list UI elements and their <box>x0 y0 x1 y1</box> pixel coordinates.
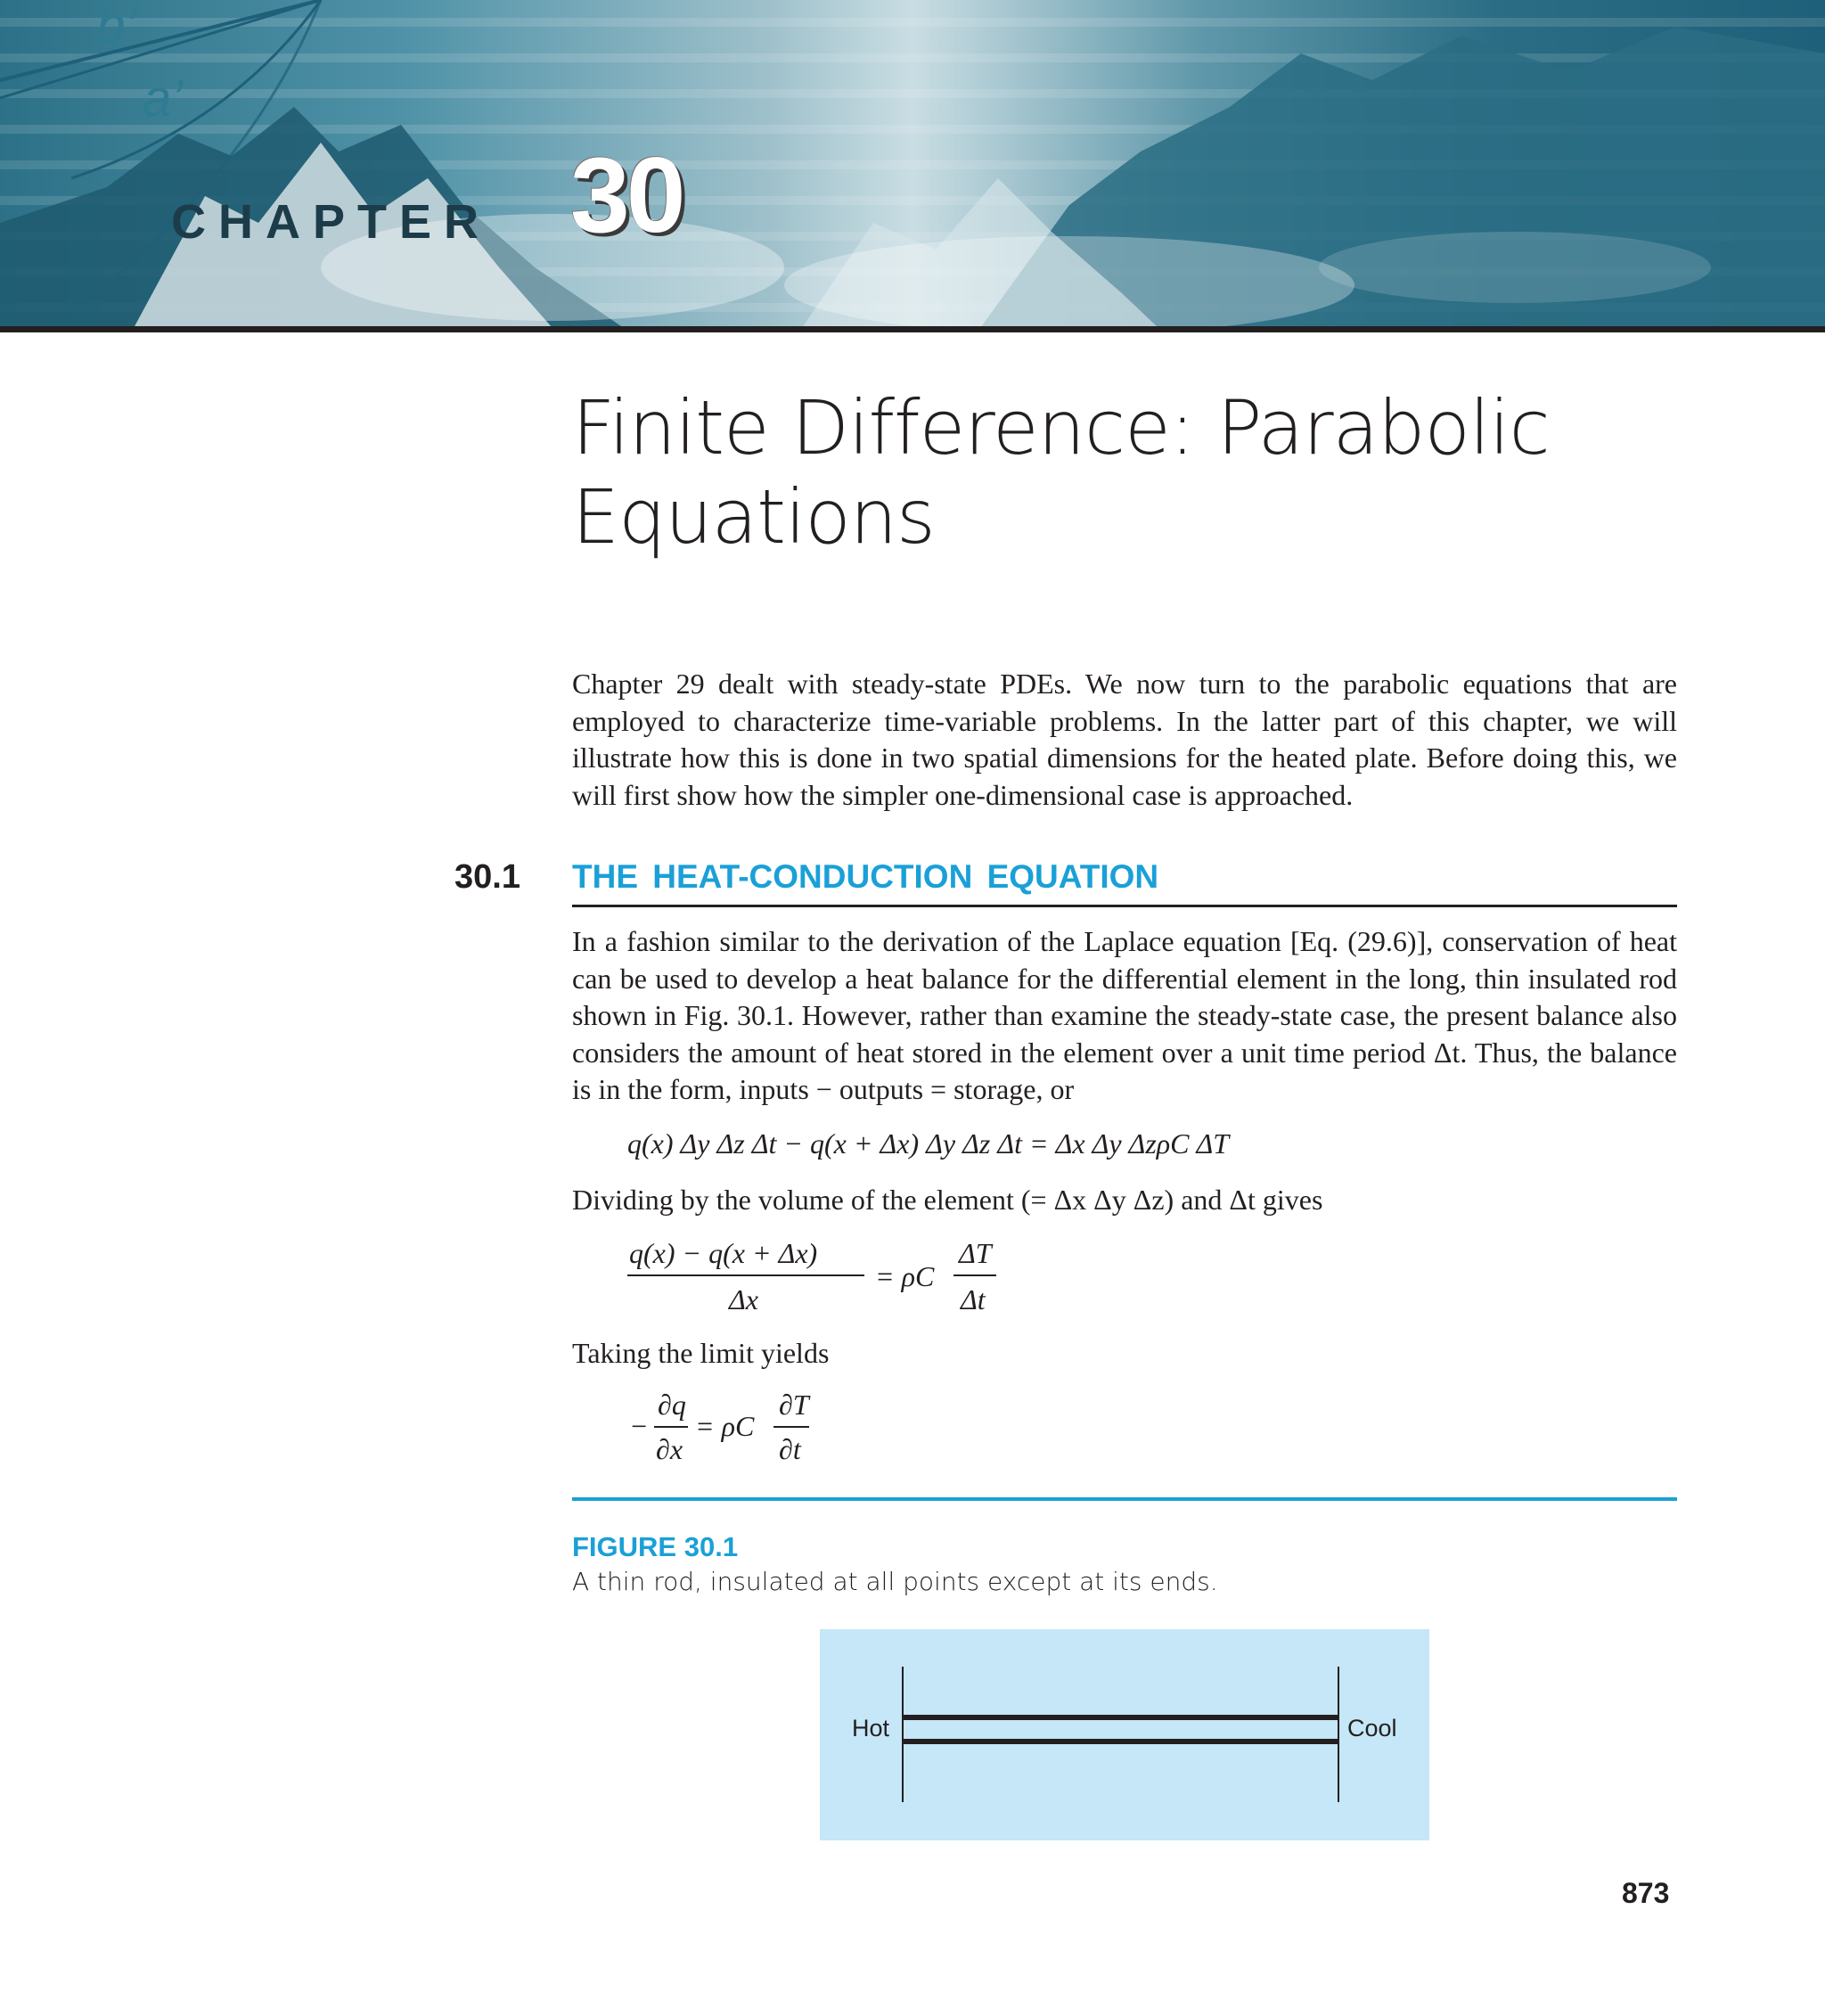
eq2-rhs-fraction-bar <box>953 1274 996 1276</box>
section-rule <box>572 905 1677 907</box>
cool-label: Cool <box>1347 1715 1397 1741</box>
section-paragraph: In a fashion similar to the derivation of the Laplace equation [Eq. (29.6)], conservation of heat can be used to develop a heat balance for the differential element in the long, thin insulated rod shown in Fig. 30.1. However, rather than examine the steady-state case, the present balance also considers the amount of heat stored in the element over a unit time period Δt. Thus, the balance is in the form, inputs − outputs = storage, or <box>572 925 1677 1105</box>
eq3-equals-rhoc: = ρC <box>695 1410 755 1442</box>
eq3-rhs-fraction-bar <box>773 1426 809 1428</box>
eq3-minus: − <box>629 1410 649 1442</box>
chapter-banner <box>0 0 1825 328</box>
page-number: 873 <box>1622 1877 1670 1909</box>
banner-rule <box>0 326 1825 332</box>
chapter-word: CHAPTER <box>171 195 492 249</box>
eq2-rhs-denominator: Δt <box>961 1283 986 1315</box>
limit-text: Taking the limit yields <box>572 1337 830 1369</box>
eq3-lhs-numerator: ∂q <box>658 1389 686 1421</box>
section-title: THE HEAT-CONDUCTION EQUATION <box>572 858 1159 895</box>
dividing-text: Dividing by the volume of the element (= Δx Δy Δz) and Δt gives <box>572 1184 1323 1216</box>
rod-drawing <box>820 1629 1429 1840</box>
eq3-rhs-numerator: ∂T <box>779 1389 809 1421</box>
chapter-number: 30 <box>570 135 683 255</box>
banner-artwork <box>0 0 1825 328</box>
hot-label: Hot <box>852 1715 890 1741</box>
eq2-rhs-numerator: ΔT <box>959 1237 992 1269</box>
eq2-equals-rhoc: = ρC <box>875 1260 935 1292</box>
section-number: 30.1 <box>454 858 520 896</box>
eq2-lhs-fraction-bar <box>627 1274 864 1276</box>
equation-heat-balance: q(x) Δy Δz Δt − q(x + Δx) Δy Δz Δt = Δx Δy ΔzρC ΔT <box>627 1127 1230 1160</box>
figure-label: FIGURE 30.1 <box>572 1531 739 1562</box>
chapter-title: Finite Difference: Parabolic Equations <box>572 384 1550 561</box>
intro-paragraph: Chapter 29 dealt with steady-state PDEs. We now turn to the parabolic equations that are employed to characterize time-variable problems. In the latter part of this chapter, we will illustrate how this is done in two spatial dimensions for the heated plate. Before doing this, we will first show how the simpler one-dimensional case is approached. <box>572 668 1677 811</box>
eq2-lhs-denominator: Δx <box>729 1283 758 1315</box>
figure-rod-diagram <box>820 1629 1429 1840</box>
eq3-rhs-denominator: ∂t <box>779 1433 801 1465</box>
figure-rule <box>572 1497 1677 1501</box>
banner-label-a: a’ <box>143 70 184 127</box>
eq3-lhs-fraction-bar <box>654 1426 688 1428</box>
banner-label-b: b’ <box>96 0 137 54</box>
eq2-lhs-numerator: q(x) − q(x + Δx) <box>629 1237 818 1269</box>
figure-caption: A thin rod, insulated at all points except at its ends. <box>572 1567 1218 1596</box>
eq3-lhs-denominator: ∂x <box>656 1433 683 1465</box>
